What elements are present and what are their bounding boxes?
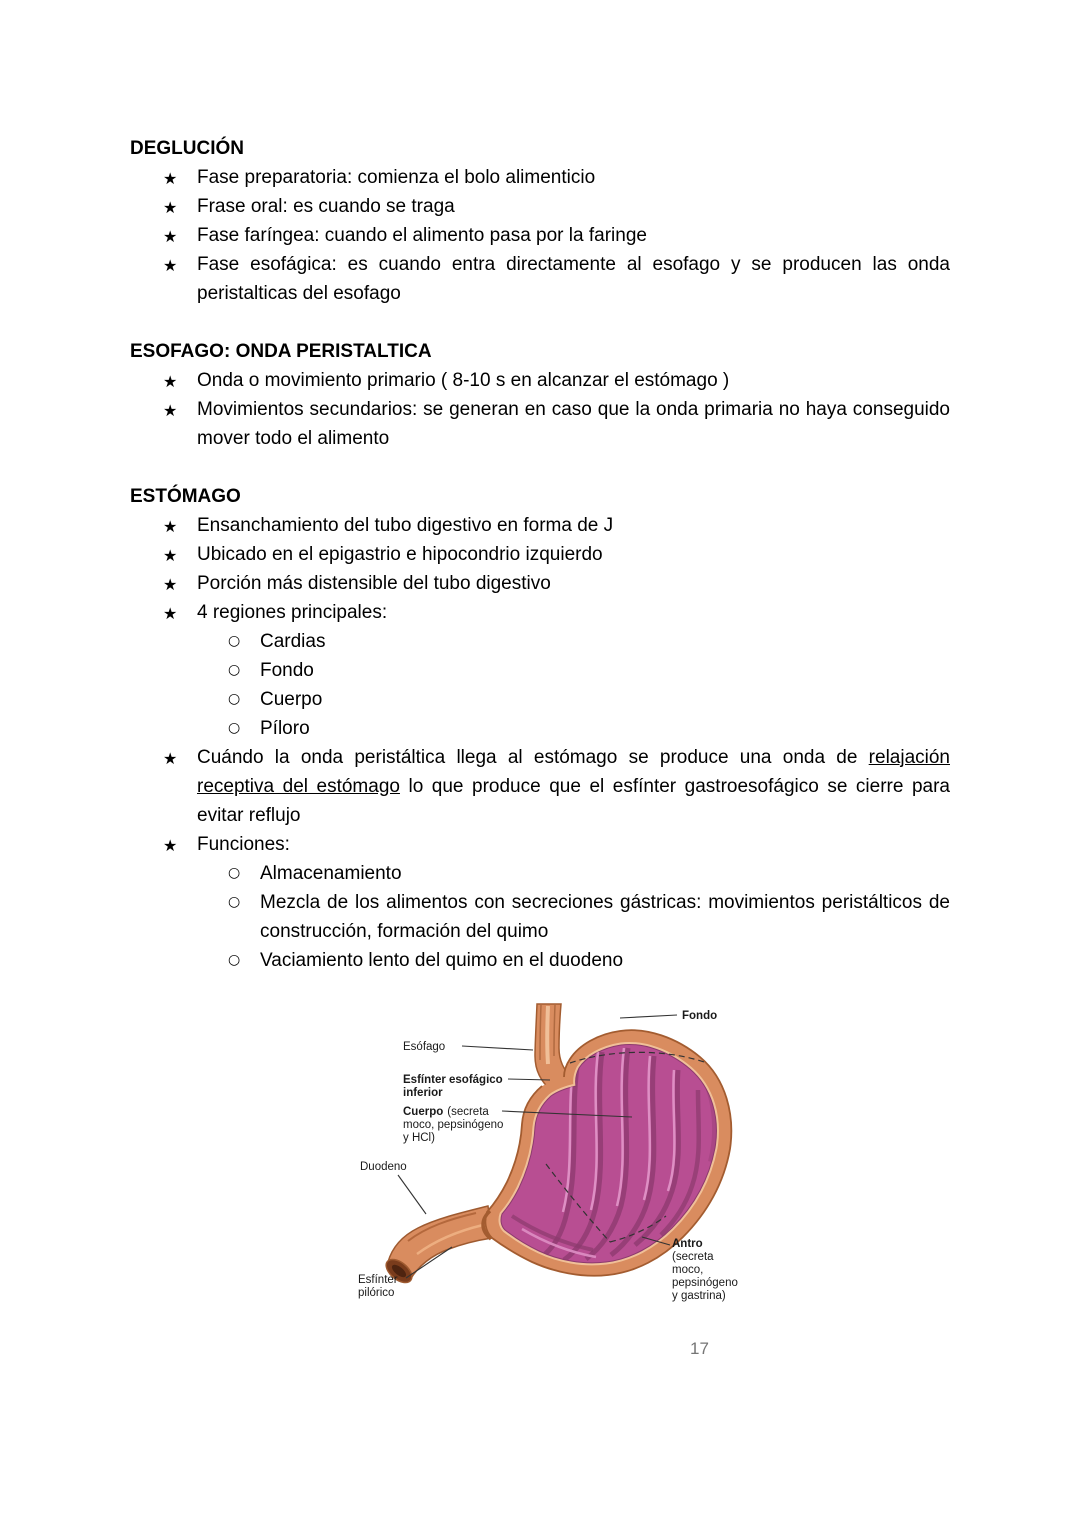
page-number: 17 <box>690 1339 709 1358</box>
star-bullet-icon: ★ <box>163 836 178 855</box>
label-esfinter-pilorico-line2: pilórico <box>358 1287 395 1299</box>
circle-bullet-icon: ○ <box>228 865 241 881</box>
list-item-text: Frase oral: es cuando se traga <box>197 196 455 217</box>
star-bullet-icon: ★ <box>163 169 178 188</box>
list-item <box>130 540 950 569</box>
list-item-text: Onda o movimiento primario ( 8-10 s en alcanzar el estómago ) <box>197 370 730 391</box>
label-cuerpo-line2: moco, pepsinógeno <box>403 1119 504 1131</box>
label-fondo: Fondo <box>682 1010 718 1022</box>
list-item <box>130 250 950 308</box>
sub-list-item-text: Píloro <box>260 718 310 739</box>
star-bullet-icon: ★ <box>163 227 178 246</box>
star-bullet-icon: ★ <box>163 575 178 594</box>
funciones-sublist <box>197 859 950 975</box>
label-les-line2: inferior <box>403 1087 443 1099</box>
label-cuerpo-line3: y HCl) <box>403 1132 435 1144</box>
stomach-diagram <box>350 1000 750 1322</box>
sub-list-item <box>197 627 950 656</box>
list-item <box>130 163 950 192</box>
star-bullet-icon: ★ <box>163 546 178 565</box>
section-esofago <box>130 337 950 453</box>
sub-list-item <box>197 859 950 888</box>
list-item-text: Porción más distensible del tubo digestivo <box>197 573 551 594</box>
sub-list-item <box>197 946 950 975</box>
deglucion-list <box>130 163 950 308</box>
list-item-text: Funciones: <box>197 834 290 855</box>
circle-bullet-icon: ○ <box>228 894 241 910</box>
list-item <box>130 511 950 540</box>
text-run: Cuándo la onda peristáltica llega al estómago se produce una onda de <box>197 747 869 768</box>
sub-list-item-text: Cuerpo <box>260 689 323 710</box>
esofago-list <box>130 366 950 453</box>
list-item-text: 4 regiones principales: <box>197 602 388 623</box>
list-item <box>130 830 950 975</box>
sub-list-item <box>197 888 950 946</box>
list-item-text: Movimientos secundarios: se generan en caso que la onda primaria no haya conseguido mover todo el alimento <box>197 399 950 449</box>
sub-list-item-text: Almacenamiento <box>260 863 402 884</box>
star-bullet-icon: ★ <box>163 372 178 391</box>
list-item <box>130 366 950 395</box>
fondo-pointer-line <box>620 1015 677 1018</box>
list-item-text: Ensanchamiento del tubo digestivo en forma de J <box>197 515 614 536</box>
section-estomago <box>130 482 950 975</box>
regiones-sublist <box>197 627 950 743</box>
star-bullet-icon: ★ <box>163 604 178 623</box>
star-bullet-icon: ★ <box>163 401 178 420</box>
underlined-text-run: relajación receptiva del estómago <box>197 747 950 797</box>
star-bullet-icon: ★ <box>163 256 178 275</box>
list-item <box>130 395 950 453</box>
list-item <box>130 743 950 830</box>
circle-bullet-icon: ○ <box>228 633 241 649</box>
section-heading-estomago: ESTÓMAGO <box>130 486 241 507</box>
section-heading-esofago: ESOFAGO: ONDA PERISTALTICA <box>130 341 432 362</box>
list-item <box>130 598 950 743</box>
label-duodeno: Duodeno <box>360 1161 407 1173</box>
text-run: lo que produce que el esfínter gastroesofágico se cierre para evitar reflujo <box>197 776 950 826</box>
label-esfinter-pilorico-line1: Esfínter <box>358 1274 398 1286</box>
circle-bullet-icon: ○ <box>228 952 241 968</box>
star-bullet-icon: ★ <box>163 749 178 768</box>
label-cuerpo <box>403 1106 489 1118</box>
label-cuerpo-bold: Cuerpo <box>403 1106 444 1118</box>
list-item <box>130 221 950 250</box>
sub-list-item-text: Vaciamiento lento del quimo en el duodeno <box>260 950 624 971</box>
sub-list-item-text: Fondo <box>260 660 314 681</box>
sub-list-item <box>197 656 950 685</box>
stomach-figure <box>350 1000 750 1322</box>
label-antro: Antro <box>672 1238 703 1250</box>
section-deglucion <box>130 134 950 308</box>
list-item <box>130 569 950 598</box>
label-antro-line2: (secreta <box>672 1251 714 1263</box>
list-item-text: Fase faríngea: cuando el alimento pasa por la faringe <box>197 225 647 246</box>
sub-list-item <box>197 685 950 714</box>
list-item-text: Ubicado en el epigastrio e hipocondrio izquierdo <box>197 544 603 565</box>
circle-bullet-icon: ○ <box>228 691 241 707</box>
sub-list-item-text: Mezcla de los alimentos con secreciones gástricas: movimientos peristálticos de construcción, formación del quimo <box>260 892 950 942</box>
label-esofago: Esófago <box>403 1041 446 1053</box>
sub-list-item <box>197 714 950 743</box>
label-les-line1: Esfínter esofágico <box>403 1074 503 1086</box>
label-antro-line5: y gastrina) <box>672 1290 726 1302</box>
star-bullet-icon: ★ <box>163 198 178 217</box>
label-cuerpo-rest: (secreta <box>447 1106 489 1118</box>
esofago-pointer-line <box>462 1046 533 1050</box>
label-antro-line4: pepsinógeno <box>672 1277 738 1289</box>
label-antro-line3: moco, <box>672 1264 704 1276</box>
circle-bullet-icon: ○ <box>228 720 241 736</box>
duodenum-graphic <box>382 1206 492 1287</box>
list-item <box>130 192 950 221</box>
duodeno-pointer-line <box>398 1175 426 1214</box>
sub-list-item-text: Cardias <box>260 631 326 652</box>
list-item-text: Fase esofágica: es cuando entra directamente al esofago y se producen las onda peristalticas del esofago <box>197 254 950 304</box>
star-bullet-icon: ★ <box>163 517 178 536</box>
circle-bullet-icon: ○ <box>228 662 241 678</box>
section-heading-deglucion: DEGLUCIÓN <box>130 138 244 159</box>
estomago-list <box>130 511 950 975</box>
list-item-text: Fase preparatoria: comienza el bolo alimenticio <box>197 167 596 188</box>
list-item-text <box>197 747 950 826</box>
